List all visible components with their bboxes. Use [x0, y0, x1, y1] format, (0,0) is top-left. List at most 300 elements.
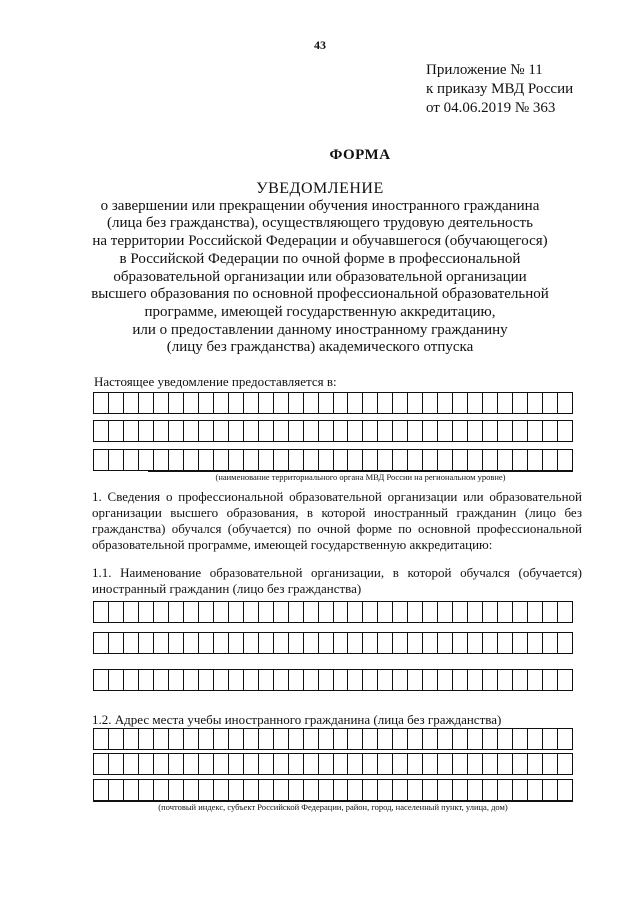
character-cell[interactable]: [543, 753, 558, 775]
character-cell[interactable]: [214, 449, 229, 471]
character-cell[interactable]: [423, 601, 438, 623]
character-cell[interactable]: [453, 753, 468, 775]
character-cell[interactable]: [109, 449, 124, 471]
character-cell[interactable]: [124, 601, 139, 623]
character-cell[interactable]: [229, 753, 244, 775]
character-cell[interactable]: [393, 449, 408, 471]
character-cell[interactable]: [214, 753, 229, 775]
character-cell[interactable]: [408, 449, 423, 471]
character-cell[interactable]: [259, 392, 274, 414]
character-cell[interactable]: [259, 420, 274, 442]
character-cell[interactable]: [334, 669, 349, 691]
character-cell[interactable]: [498, 779, 513, 801]
character-cell[interactable]: [558, 669, 573, 691]
character-cell[interactable]: [468, 420, 483, 442]
character-cell[interactable]: [453, 632, 468, 654]
character-cell[interactable]: [483, 392, 498, 414]
character-cell[interactable]: [94, 753, 109, 775]
character-cell[interactable]: [274, 779, 289, 801]
character-cell[interactable]: [453, 392, 468, 414]
character-cell[interactable]: [513, 728, 528, 750]
character-cell[interactable]: [199, 779, 214, 801]
character-cell[interactable]: [513, 392, 528, 414]
character-cell[interactable]: [558, 632, 573, 654]
character-cell[interactable]: [483, 632, 498, 654]
character-cell[interactable]: [289, 420, 304, 442]
character-cell[interactable]: [154, 420, 169, 442]
character-cell[interactable]: [363, 392, 378, 414]
character-cell[interactable]: [244, 420, 259, 442]
character-cell[interactable]: [319, 779, 334, 801]
character-cell[interactable]: [348, 779, 363, 801]
character-cell[interactable]: [393, 779, 408, 801]
character-cell[interactable]: [199, 669, 214, 691]
character-cell[interactable]: [528, 392, 543, 414]
character-cell[interactable]: [498, 601, 513, 623]
character-cell[interactable]: [498, 449, 513, 471]
character-cell[interactable]: [184, 449, 199, 471]
character-cell[interactable]: [498, 420, 513, 442]
character-cell[interactable]: [543, 728, 558, 750]
character-cell[interactable]: [274, 420, 289, 442]
character-cell[interactable]: [139, 753, 154, 775]
character-cell[interactable]: [363, 753, 378, 775]
character-cell[interactable]: [468, 392, 483, 414]
character-cell[interactable]: [558, 779, 573, 801]
character-cell[interactable]: [124, 632, 139, 654]
character-cell[interactable]: [423, 392, 438, 414]
character-cell[interactable]: [289, 632, 304, 654]
character-cell[interactable]: [259, 601, 274, 623]
study-address-grid-row-1[interactable]: [93, 728, 573, 750]
character-cell[interactable]: [319, 753, 334, 775]
character-cell[interactable]: [378, 420, 393, 442]
character-cell[interactable]: [214, 420, 229, 442]
character-cell[interactable]: [244, 728, 259, 750]
character-cell[interactable]: [558, 753, 573, 775]
character-cell[interactable]: [543, 392, 558, 414]
character-cell[interactable]: [109, 632, 124, 654]
character-cell[interactable]: [259, 449, 274, 471]
character-cell[interactable]: [513, 449, 528, 471]
character-cell[interactable]: [408, 601, 423, 623]
character-cell[interactable]: [513, 779, 528, 801]
character-cell[interactable]: [244, 632, 259, 654]
character-cell[interactable]: [169, 449, 184, 471]
character-cell[interactable]: [393, 392, 408, 414]
notice-line: о завершении или прекращении обучения иностранного гражданина: [100, 197, 540, 214]
character-cell[interactable]: [244, 753, 259, 775]
character-cell[interactable]: [229, 728, 244, 750]
character-cell[interactable]: [363, 420, 378, 442]
character-cell[interactable]: [229, 420, 244, 442]
character-cell[interactable]: [348, 728, 363, 750]
character-cell[interactable]: [558, 601, 573, 623]
character-cell[interactable]: [438, 669, 453, 691]
character-cell[interactable]: [363, 601, 378, 623]
character-cell[interactable]: [214, 779, 229, 801]
character-cell[interactable]: [94, 779, 109, 801]
character-cell[interactable]: [468, 449, 483, 471]
character-cell[interactable]: [244, 449, 259, 471]
character-cell[interactable]: [378, 728, 393, 750]
character-cell[interactable]: [528, 632, 543, 654]
character-cell[interactable]: [214, 669, 229, 691]
character-cell[interactable]: [304, 420, 319, 442]
character-cell[interactable]: [304, 669, 319, 691]
character-cell[interactable]: [363, 669, 378, 691]
character-cell[interactable]: [408, 779, 423, 801]
character-cell[interactable]: [274, 669, 289, 691]
character-cell[interactable]: [423, 669, 438, 691]
character-cell[interactable]: [334, 632, 349, 654]
character-cell[interactable]: [154, 392, 169, 414]
character-cell[interactable]: [259, 753, 274, 775]
character-cell[interactable]: [109, 420, 124, 442]
character-cell[interactable]: [214, 601, 229, 623]
character-cell[interactable]: [528, 728, 543, 750]
character-cell[interactable]: [289, 449, 304, 471]
character-cell[interactable]: [199, 392, 214, 414]
character-cell[interactable]: [453, 728, 468, 750]
character-cell[interactable]: [423, 753, 438, 775]
character-cell[interactable]: [498, 728, 513, 750]
character-cell[interactable]: [319, 449, 334, 471]
character-cell[interactable]: [139, 420, 154, 442]
character-cell[interactable]: [229, 449, 244, 471]
character-cell[interactable]: [513, 669, 528, 691]
organization-name-grid-row-2[interactable]: [93, 632, 573, 654]
character-cell[interactable]: [543, 420, 558, 442]
character-cell[interactable]: [423, 632, 438, 654]
character-cell[interactable]: [363, 449, 378, 471]
character-cell[interactable]: [184, 420, 199, 442]
territorial-body-grid-row-1[interactable]: [93, 392, 573, 414]
character-cell[interactable]: [334, 779, 349, 801]
character-cell[interactable]: [184, 728, 199, 750]
character-cell[interactable]: [154, 779, 169, 801]
character-cell[interactable]: [274, 601, 289, 623]
character-cell[interactable]: [543, 779, 558, 801]
character-cell[interactable]: [304, 601, 319, 623]
organization-name-grid-row-1[interactable]: [93, 601, 573, 623]
character-cell[interactable]: [244, 669, 259, 691]
character-cell[interactable]: [408, 420, 423, 442]
character-cell[interactable]: [528, 420, 543, 442]
character-cell[interactable]: [109, 669, 124, 691]
character-cell[interactable]: [304, 632, 319, 654]
character-cell[interactable]: [139, 632, 154, 654]
character-cell[interactable]: [438, 601, 453, 623]
character-cell[interactable]: [124, 728, 139, 750]
character-cell[interactable]: [498, 632, 513, 654]
character-cell[interactable]: [543, 632, 558, 654]
character-cell[interactable]: [453, 449, 468, 471]
character-cell[interactable]: [214, 632, 229, 654]
character-cell[interactable]: [154, 669, 169, 691]
character-cell[interactable]: [483, 449, 498, 471]
character-cell[interactable]: [558, 392, 573, 414]
character-cell[interactable]: [378, 632, 393, 654]
territorial-body-grid-row-3[interactable]: [93, 449, 573, 471]
character-cell[interactable]: [199, 601, 214, 623]
character-cell[interactable]: [94, 669, 109, 691]
character-cell[interactable]: [109, 779, 124, 801]
character-cell[interactable]: [169, 669, 184, 691]
character-cell[interactable]: [289, 779, 304, 801]
character-cell[interactable]: [348, 753, 363, 775]
character-cell[interactable]: [124, 392, 139, 414]
character-cell[interactable]: [154, 632, 169, 654]
character-cell[interactable]: [378, 669, 393, 691]
character-cell[interactable]: [184, 601, 199, 623]
character-cell[interactable]: [348, 669, 363, 691]
character-cell[interactable]: [438, 632, 453, 654]
character-cell[interactable]: [348, 392, 363, 414]
character-cell[interactable]: [274, 449, 289, 471]
character-cell[interactable]: [304, 449, 319, 471]
character-cell[interactable]: [334, 420, 349, 442]
character-cell[interactable]: [169, 601, 184, 623]
character-cell[interactable]: [468, 753, 483, 775]
character-cell[interactable]: [154, 753, 169, 775]
character-cell[interactable]: [468, 632, 483, 654]
character-cell[interactable]: [124, 669, 139, 691]
character-cell[interactable]: [378, 392, 393, 414]
character-cell[interactable]: [348, 449, 363, 471]
character-cell[interactable]: [319, 420, 334, 442]
character-cell[interactable]: [184, 632, 199, 654]
character-cell[interactable]: [423, 449, 438, 471]
character-cell[interactable]: [543, 601, 558, 623]
character-cell[interactable]: [184, 753, 199, 775]
character-cell[interactable]: [304, 779, 319, 801]
character-cell[interactable]: [214, 728, 229, 750]
character-cell[interactable]: [169, 728, 184, 750]
character-cell[interactable]: [184, 779, 199, 801]
character-cell[interactable]: [124, 753, 139, 775]
character-cell[interactable]: [259, 728, 274, 750]
character-cell[interactable]: [109, 392, 124, 414]
character-cell[interactable]: [483, 420, 498, 442]
character-cell[interactable]: [169, 420, 184, 442]
character-cell[interactable]: [423, 728, 438, 750]
character-cell[interactable]: [408, 728, 423, 750]
character-cell[interactable]: [94, 728, 109, 750]
character-cell[interactable]: [109, 753, 124, 775]
character-cell[interactable]: [378, 779, 393, 801]
character-cell[interactable]: [408, 392, 423, 414]
character-cell[interactable]: [229, 779, 244, 801]
character-cell[interactable]: [468, 728, 483, 750]
character-cell[interactable]: [408, 753, 423, 775]
character-cell[interactable]: [154, 728, 169, 750]
character-cell[interactable]: [124, 449, 139, 471]
character-cell[interactable]: [363, 728, 378, 750]
character-cell[interactable]: [244, 392, 259, 414]
character-cell[interactable]: [468, 601, 483, 623]
character-cell[interactable]: [453, 669, 468, 691]
character-cell[interactable]: [244, 601, 259, 623]
character-cell[interactable]: [378, 601, 393, 623]
character-cell[interactable]: [513, 420, 528, 442]
character-cell[interactable]: [438, 779, 453, 801]
character-cell[interactable]: [94, 420, 109, 442]
character-cell[interactable]: [334, 601, 349, 623]
character-cell[interactable]: [319, 669, 334, 691]
character-cell[interactable]: [139, 601, 154, 623]
character-cell[interactable]: [334, 753, 349, 775]
character-cell[interactable]: [319, 728, 334, 750]
character-cell[interactable]: [468, 779, 483, 801]
character-cell[interactable]: [558, 420, 573, 442]
character-cell[interactable]: [438, 728, 453, 750]
character-cell[interactable]: [483, 669, 498, 691]
character-cell[interactable]: [124, 420, 139, 442]
character-cell[interactable]: [244, 779, 259, 801]
character-cell[interactable]: [169, 779, 184, 801]
character-cell[interactable]: [154, 601, 169, 623]
character-cell[interactable]: [229, 632, 244, 654]
character-cell[interactable]: [274, 632, 289, 654]
character-cell[interactable]: [483, 779, 498, 801]
character-cell[interactable]: [199, 728, 214, 750]
character-cell[interactable]: [259, 669, 274, 691]
character-cell[interactable]: [109, 728, 124, 750]
character-cell[interactable]: [169, 753, 184, 775]
territorial-body-grid-row-2[interactable]: [93, 420, 573, 442]
character-cell[interactable]: [289, 728, 304, 750]
character-cell[interactable]: [94, 632, 109, 654]
character-cell[interactable]: [319, 632, 334, 654]
character-cell[interactable]: [513, 632, 528, 654]
character-cell[interactable]: [513, 601, 528, 623]
study-address-grid-row-3[interactable]: [93, 779, 573, 801]
character-cell[interactable]: [139, 728, 154, 750]
character-cell[interactable]: [393, 728, 408, 750]
character-cell[interactable]: [363, 779, 378, 801]
character-cell[interactable]: [408, 632, 423, 654]
character-cell[interactable]: [558, 728, 573, 750]
character-cell[interactable]: [408, 669, 423, 691]
character-cell[interactable]: [528, 779, 543, 801]
section-1-1-text: [92, 565, 582, 597]
notice-title: УВЕДОМЛЕНИЕ: [256, 180, 384, 197]
organization-name-grid-row-3[interactable]: [93, 669, 573, 691]
character-cell[interactable]: [423, 779, 438, 801]
character-cell[interactable]: [259, 779, 274, 801]
character-cell[interactable]: [393, 601, 408, 623]
character-cell[interactable]: [319, 392, 334, 414]
character-cell[interactable]: [483, 753, 498, 775]
character-cell[interactable]: [199, 420, 214, 442]
character-cell[interactable]: [378, 753, 393, 775]
character-cell[interactable]: [438, 753, 453, 775]
character-cell[interactable]: [199, 449, 214, 471]
character-cell[interactable]: [109, 601, 124, 623]
character-cell[interactable]: [528, 669, 543, 691]
character-cell[interactable]: [393, 753, 408, 775]
character-cell[interactable]: [423, 420, 438, 442]
character-cell[interactable]: [169, 632, 184, 654]
character-cell[interactable]: [274, 392, 289, 414]
character-cell[interactable]: [438, 420, 453, 442]
character-cell[interactable]: [289, 601, 304, 623]
character-cell[interactable]: [319, 601, 334, 623]
character-cell[interactable]: [139, 779, 154, 801]
character-cell[interactable]: [498, 669, 513, 691]
character-cell[interactable]: [468, 669, 483, 691]
character-cell[interactable]: [169, 392, 184, 414]
character-cell[interactable]: [513, 753, 528, 775]
character-cell[interactable]: [363, 632, 378, 654]
character-cell[interactable]: [543, 449, 558, 471]
character-cell[interactable]: [528, 449, 543, 471]
character-cell[interactable]: [139, 449, 154, 471]
character-cell[interactable]: [334, 728, 349, 750]
character-cell[interactable]: [438, 392, 453, 414]
character-cell[interactable]: [483, 728, 498, 750]
character-cell[interactable]: [289, 753, 304, 775]
character-cell[interactable]: [229, 392, 244, 414]
character-cell[interactable]: [528, 601, 543, 623]
character-cell[interactable]: [348, 420, 363, 442]
character-cell[interactable]: [94, 449, 109, 471]
character-cell[interactable]: [334, 449, 349, 471]
character-cell[interactable]: [184, 669, 199, 691]
character-cell[interactable]: [289, 392, 304, 414]
study-address-grid-row-2[interactable]: [93, 753, 573, 775]
character-cell[interactable]: [528, 753, 543, 775]
character-cell[interactable]: [483, 601, 498, 623]
character-cell[interactable]: [199, 632, 214, 654]
character-cell[interactable]: [139, 669, 154, 691]
character-cell[interactable]: [304, 392, 319, 414]
character-cell[interactable]: [304, 728, 319, 750]
character-cell[interactable]: [393, 420, 408, 442]
character-cell[interactable]: [199, 753, 214, 775]
character-cell[interactable]: [334, 392, 349, 414]
character-cell[interactable]: [94, 392, 109, 414]
character-cell[interactable]: [274, 753, 289, 775]
character-cell[interactable]: [558, 449, 573, 471]
character-cell[interactable]: [453, 601, 468, 623]
character-cell[interactable]: [378, 449, 393, 471]
character-cell[interactable]: [214, 392, 229, 414]
character-cell[interactable]: [94, 601, 109, 623]
character-cell[interactable]: [124, 779, 139, 801]
character-cell[interactable]: [348, 601, 363, 623]
character-cell[interactable]: [184, 392, 199, 414]
character-cell[interactable]: [498, 753, 513, 775]
character-cell[interactable]: [393, 632, 408, 654]
character-cell[interactable]: [453, 420, 468, 442]
character-cell[interactable]: [393, 669, 408, 691]
character-cell[interactable]: [229, 601, 244, 623]
character-cell[interactable]: [289, 669, 304, 691]
character-cell[interactable]: [304, 753, 319, 775]
character-cell[interactable]: [139, 392, 154, 414]
character-cell[interactable]: [543, 669, 558, 691]
character-cell[interactable]: [274, 728, 289, 750]
character-cell[interactable]: [348, 632, 363, 654]
character-cell[interactable]: [438, 449, 453, 471]
character-cell[interactable]: [154, 449, 169, 471]
character-cell[interactable]: [229, 669, 244, 691]
character-cell[interactable]: [259, 632, 274, 654]
character-cell[interactable]: [453, 779, 468, 801]
character-cell[interactable]: [498, 392, 513, 414]
